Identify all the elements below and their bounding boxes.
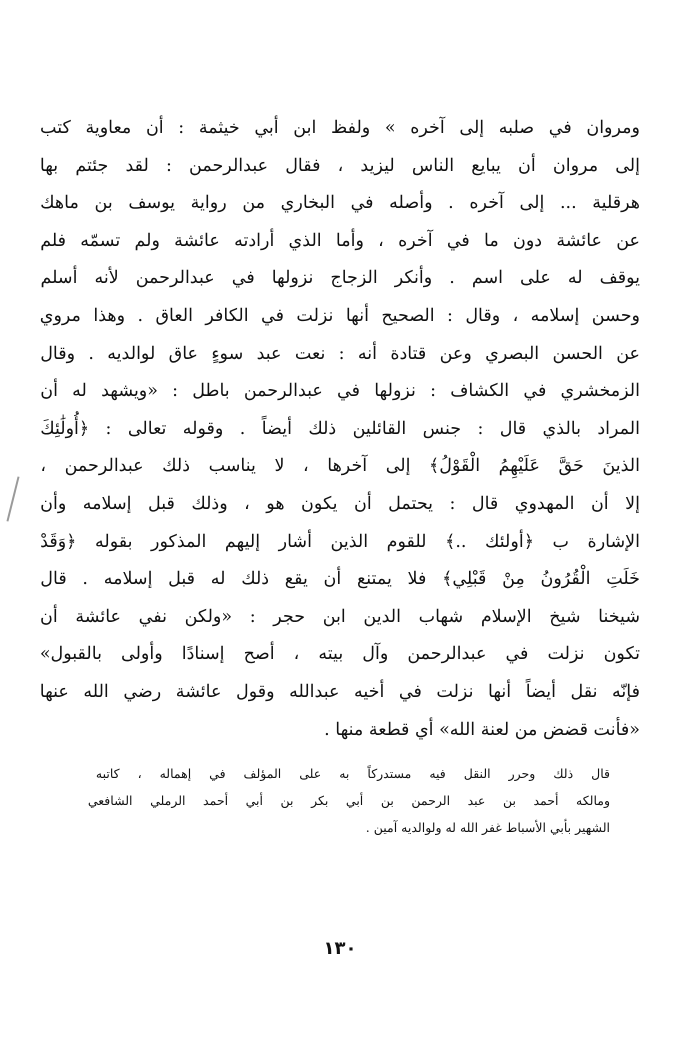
text-line: الإشارة ب ﴿أولئك ..﴾ للقوم الذين أشار إليهم المذكور بقوله ﴿وَقَدْ	[40, 531, 640, 552]
text-line: ومروان في صلبه إلى آخره » ولفظ ابن أبي خيثمة : أن معاوية كتب	[40, 118, 640, 138]
text-line: عن الحسن البصري وعن قتادة أنه : نعت عبد سوءٍ عاق لوالديه . وقال	[40, 343, 640, 364]
page-number: ١٣٠	[323, 938, 357, 959]
main-text-block	[40, 110, 640, 749]
text-line: خَلَتِ الْقُرُونُ مِنْ قَبْلِي﴾ فلا يمتنع أن يقع ذلك له قبل إسلامه . قال	[40, 569, 640, 590]
margin-mark	[6, 476, 19, 521]
text-line: إلى مروان أن يبايع الناس ليزيد ، فقال عبدالرحمن : لقد جئتم بها	[39, 155, 640, 176]
text-line: تكون نزلت في عبدالرحمن وآل بيته ، أصح إسنادًا وأولى بالقبول»	[39, 644, 640, 665]
text-line: عن عائشة دون ما في آخره ، وأما الذي أرادته عائشة ولم تسمّه فلم	[40, 230, 640, 251]
footnote-line: الشهير بأبي الأسباط غفر الله له ولوالديه آمين .	[365, 820, 610, 835]
text-line: يوقف له على اسم . وأنكر الزجاج نزولها في عبدالرحمن لأنه أسلم	[40, 268, 640, 289]
footnote-line: قال ذلك وحرر النقل فيه مستدركاً به على المؤلف في إهماله ، كاتبه	[95, 766, 610, 781]
text-line: وحسن إسلامه ، وقال : الصحيح أنها نزلت في الكافر العاق . وهذا مروي	[39, 305, 640, 326]
text-line: الزمخشري في الكشاف : نزولها في عبدالرحمن باطل : «ويشهد له أن	[40, 381, 640, 402]
text-line: المراد بالذي قال : جنس القائلين ذلك أيضاً . وقوله تعالى : ﴿أُولَٰئِكَ	[40, 418, 640, 439]
text-line: فإنّه نقل أيضاً أنها نزلت في أخيه عبدالله وقول عائشة رضي الله عنها	[39, 681, 640, 702]
text-line: إلا أن المهدوي قال : يحتمل أن يكون هو ، وذلك قبل إسلامه وأن	[40, 493, 640, 514]
text-line: الذينَ حَقَّ عَلَيْهِمُ الْقَوْلُ﴾ إلى آخرها ، لا يناسب ذلك عبدالرحمن ،	[40, 456, 640, 477]
text-line: هرقلية ... إلى آخره . وأصله في البخاري من رواية يوسف بن ماهك	[40, 193, 640, 214]
footnote-line: ومالكه أحمد بن عبد الرحمن بن أبي بكر بن أبي أحمد الرملي الشافعي	[87, 793, 610, 808]
footnote-block	[88, 760, 610, 841]
text-line: «فأنت قضض من لعنة الله» أي قطعة منها .	[324, 719, 640, 740]
text-line: شيخنا شيخ الإسلام شهاب الدين ابن حجر : «ولكن نفي عائشة أن	[39, 606, 640, 627]
